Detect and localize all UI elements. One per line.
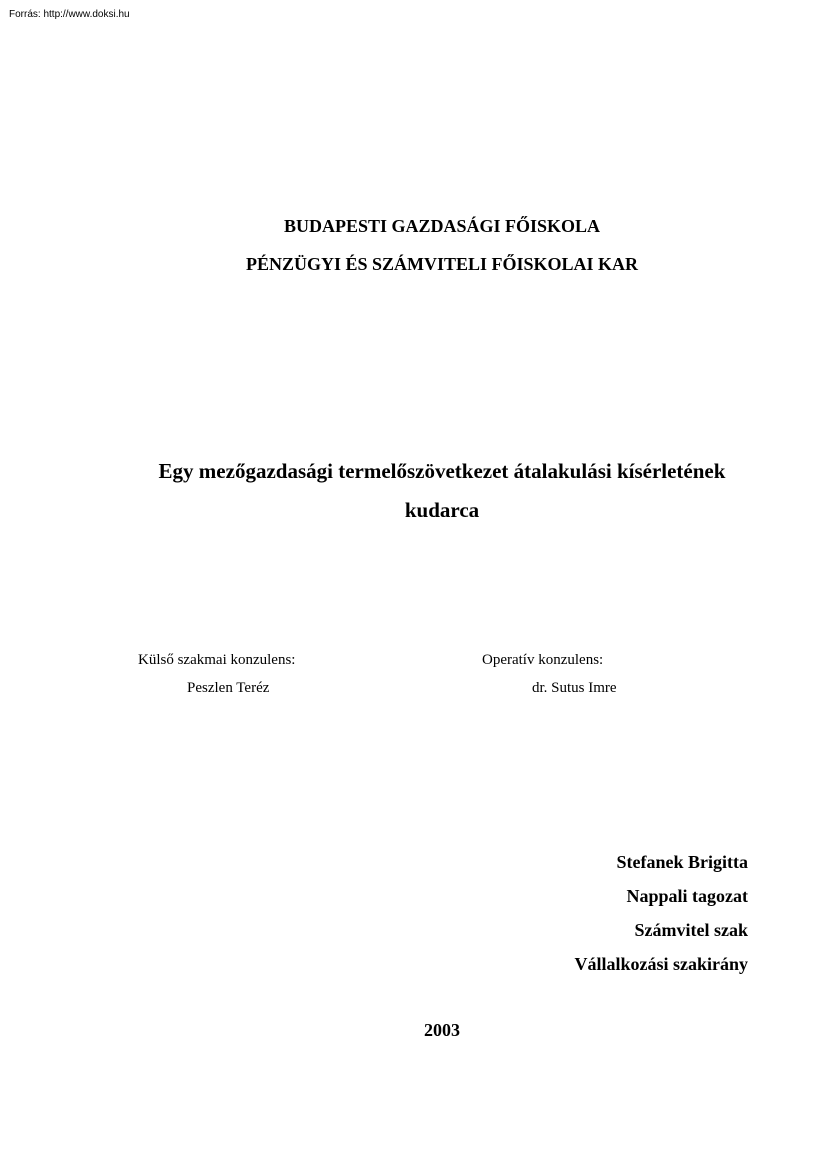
faculty-name: PÉNZÜGYI ÉS SZÁMVITELI FŐISKOLAI KAR	[245, 254, 639, 274]
operative-consultant-name: dr. Sutus Imre	[532, 680, 617, 696]
year: 2003	[424, 1020, 460, 1040]
study-mode: Nappali tagozat	[626, 886, 748, 906]
external-consultant-name: Peszlen Teréz	[187, 680, 270, 696]
thesis-title-line-1: Egy mezőgazdasági termelőszövetkezet átalakulási kísérletének	[158, 459, 726, 483]
specialization: Vállalkozási szakirány	[574, 954, 748, 974]
operative-consultant-label: Operatív konzulens:	[482, 652, 604, 668]
source-note: Forrás: http://www.doksi.hu	[9, 9, 130, 20]
institution-name: BUDAPESTI GAZDASÁGI FŐISKOLA	[283, 216, 601, 236]
author-name: Stefanek Brigitta	[616, 852, 748, 872]
thesis-title-line-2: kudarca	[404, 498, 480, 522]
author-block	[574, 851, 748, 987]
major: Számvitel szak	[634, 920, 748, 940]
external-consultant-label: Külső szakmai konzulens:	[138, 652, 296, 668]
